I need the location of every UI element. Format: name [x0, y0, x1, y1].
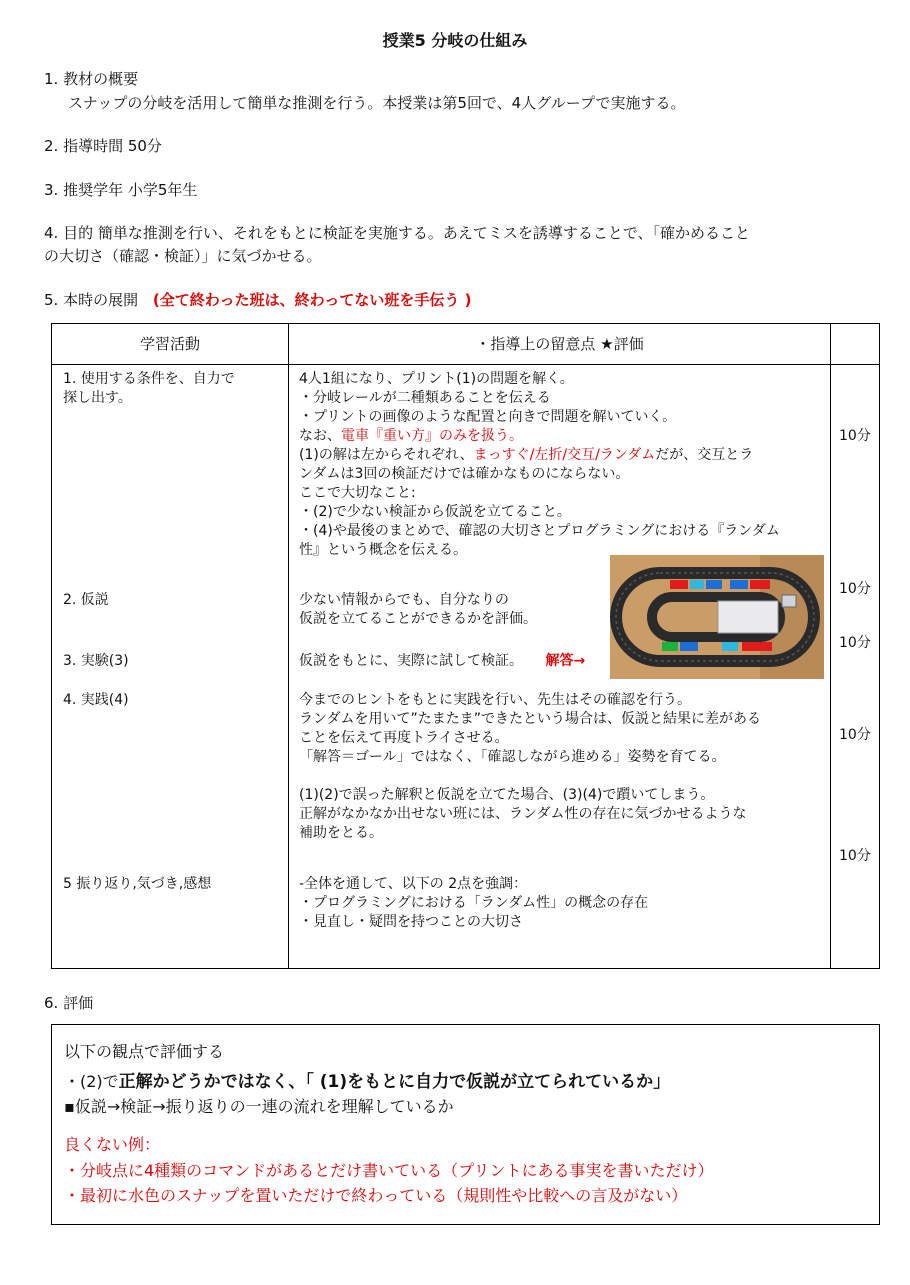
time-5: 10分 — [839, 848, 871, 864]
activity-2: 2. 仮説 — [63, 592, 109, 608]
time-3: 10分 — [839, 635, 871, 651]
page-title: 授業5 分岐の仕組み — [382, 31, 528, 50]
section-5-title: 5. 本時の展開 — [44, 291, 139, 309]
section-1-heading: 1. 教材の概要 — [44, 70, 139, 88]
evaluation-criterion-2: ▪仮説→検証→振り返りの一連の流れを理解しているか — [64, 1097, 454, 1116]
section-4-purpose-line2: の大切さ（確認・検証）」に気づかせる。 — [44, 247, 322, 265]
section-2-time: 2. 指導時間 50分 — [44, 137, 162, 155]
column-divider — [830, 324, 831, 968]
lesson-plan-table — [51, 323, 880, 969]
section-1-body: スナップの分岐を活用して簡単な推測を行う。本授業は第5回で、4人グループで実施する。 — [68, 94, 686, 112]
answer-label: 解答→ — [545, 653, 586, 669]
bad-example-1: ・分岐点に4種類のコマンドがあるとだけ書いている（プリントにある事実を書いただけ） — [64, 1161, 714, 1180]
section-3-grade: 3. 推奨学年 小学5年生 — [44, 181, 198, 199]
rail-layout-photo — [610, 555, 824, 679]
activity-1: 1. 使用する条件を、自力で 探し出す。 — [63, 371, 235, 406]
header-activity: 学習活動 — [139, 335, 200, 353]
time-4: 10分 — [839, 727, 871, 743]
activity-3: 3. 実験(3) — [63, 653, 129, 669]
activity-4: 4. 実践(4) — [63, 692, 129, 708]
time-2: 10分 — [839, 581, 871, 597]
activity-5: 5 振り返り,気づき,感想 — [63, 876, 212, 892]
guidance-4: 今までのヒントをもとに実践を行い、先生はその確認を行う。 ランダムを用いて”たまたま”できたという場合は、仮説と結果に差がある ことを伝えて再度トライさせる。 「解答＝ゴール」ではなく、「確認しながら進める」姿勢を育てる。 (1)(2)で誤った解釈と仮説を立てた場合、(3)(4)で躓いてしまう。 正解がなかなか出せない班には、ランダム性の存在に気づかせるような 補助をとる。 — [299, 692, 761, 841]
header-divider — [52, 364, 879, 365]
guidance-2: 少ない情報からでも、自分なりの 仮説を立てることができるかを評価。 — [299, 592, 537, 627]
evaluation-box — [51, 1024, 880, 1225]
guidance-1: 4人1組になり、プリント(1)の問題を解く。 ・分岐レールが二種類あることを伝える ・プリントの画像のような配置と向きで問題を解いていく。 なお、電車『重い方』のみを扱う。 (1)の解は左からそれぞれ、まっすぐ/左折/交互/ランダムだが、交互とラ ンダムは3回の検証だけでは確かなものにならない。 ここで大切なこと: ・(2)で少ない検証から仮説を立てること。 ・(4)や最後のまとめで、確認の大切さとプログラミングにおける『ランダム 性』という概念を伝える。 — [299, 371, 780, 558]
guidance-3: 仮説をもとに、実際に試して検証。 解答→ — [299, 653, 586, 669]
bad-example-heading: 良くない例： — [64, 1135, 161, 1154]
header-guidance-points: ・指導上の留意点 ★評価 — [475, 335, 644, 353]
section-5-note: (全て終わった班は、終わってない班を手伝う ) — [152, 291, 472, 309]
section-6-heading: 6. 評価 — [44, 994, 94, 1012]
section-4-purpose-line1: 4. 目的 簡単な推測を行い、それをもとに検証を実施する。あえてミスを誘導することで、「確かめること — [44, 224, 751, 242]
column-divider — [288, 324, 289, 968]
bad-example-2: ・最初に水色のスナップを置いただけで終わっている（規則性や比較への言及がない） — [64, 1186, 688, 1205]
evaluation-intro: 以下の観点で評価する — [64, 1042, 225, 1061]
guidance-5: -全体を通して、以下の 2点を強調： ・プログラミングにおける「ランダム性」の概念の存在 ・見直し・疑問を持つことの大切さ — [299, 876, 649, 930]
evaluation-criterion-1: ・(2)で正解かどうかではなく、「 (1)をもとに自力で仮説が立てられているか」 — [64, 1072, 671, 1092]
section-5-heading — [44, 289, 472, 310]
time-1: 10分 — [839, 428, 871, 444]
